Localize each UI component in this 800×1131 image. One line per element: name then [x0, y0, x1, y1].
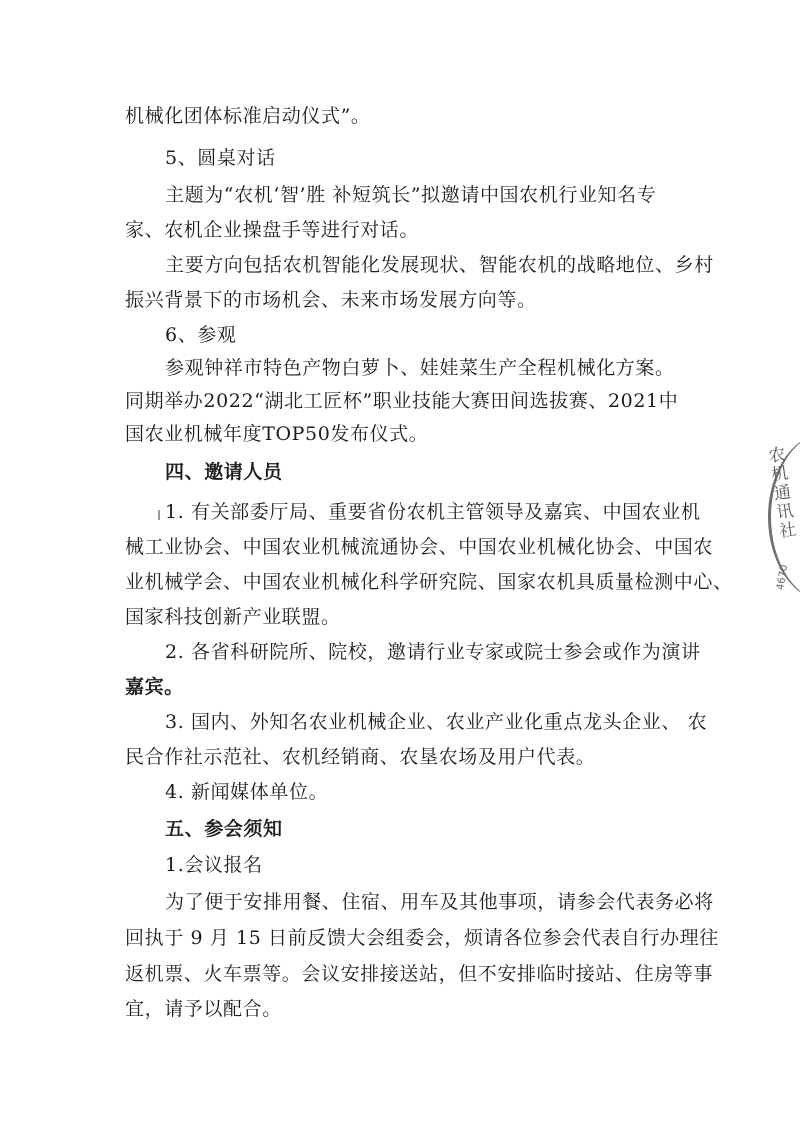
text-line: 宜，请予以配合。 [125, 998, 282, 1020]
section-heading-roundtable: 5、圆桌对话 [165, 147, 276, 169]
text-line: 2. 各省科研院所、院校，邀请行业专家或院士参会或作为演讲 [165, 641, 701, 663]
text-line: 械工业协会、中国农业机械流通协会、中国农业机械化协会、中国农 [125, 536, 714, 558]
section-heading-notice: 五、参会须知 [165, 818, 283, 840]
section-heading-visit: 6、参观 [165, 324, 237, 346]
text-line: 国家科技创新产业联盟。 [125, 606, 341, 628]
text-line: 嘉宾。 [125, 676, 184, 698]
text-line: 机械化团体标准启动仪式”。 [125, 105, 371, 127]
text-line: 参观钟祥市特色产物白萝卜、娃娃菜生产全程机械化方案。 [165, 357, 675, 379]
text-line: 为了便于安排用餐、住宿、用车及其他事项，请参会代表务必将 [165, 891, 714, 913]
text-line: 1. 有关部委厅局、重要省份农机主管领导及嘉宾、中国农业机 [165, 501, 701, 523]
text-line: 返机票、火车票等。会议安排接送站，但不安排临时接站、住房等事 [125, 963, 714, 985]
text-line: 家、农机企业操盘手等进行对话。 [125, 219, 420, 241]
text-line: 回执于 9 月 15 日前反馈大会组委会，烦请各位参会代表自行办理往 [125, 927, 719, 949]
subsection-heading-registration: 1.会议报名 [165, 854, 263, 876]
text-line: 3. 国内、外知名农业机械企业、农业产业化重点龙头企业、 农 [165, 711, 708, 733]
text-line: 业机械学会、中国农业机械化科学研究院、国家农机具质量检测中心、 [125, 571, 733, 593]
text-line: 主题为“农机‘智’胜 补短筑长”拟邀请中国农机行业知名专 [165, 184, 657, 206]
text-line: 同期举办2022“湖北工匠杯”职业技能大赛田间选拔赛、2021中 [125, 390, 679, 412]
seal-stamp-text: 农机通讯社 [767, 444, 798, 543]
section-heading-invitees: 四、邀请人员 [165, 461, 283, 483]
seal-stamp-number: 4670 [775, 564, 791, 591]
text-line: 主要方向包括农机智能化发展现状、智能农机的战略地位、乡村 [165, 254, 714, 276]
text-line: 国农业机械年度TOP50发布仪式。 [125, 423, 429, 445]
text-line: 4. 新闻媒体单位。 [165, 781, 329, 803]
text-line: 民合作社示范社、农机经销商、农垦农场及用户代表。 [125, 746, 596, 768]
seal-stamp [760, 432, 800, 602]
text-line: 振兴背景下的市场机会、未来市场发展方向等。 [125, 289, 537, 311]
scan-mark [158, 510, 160, 520]
